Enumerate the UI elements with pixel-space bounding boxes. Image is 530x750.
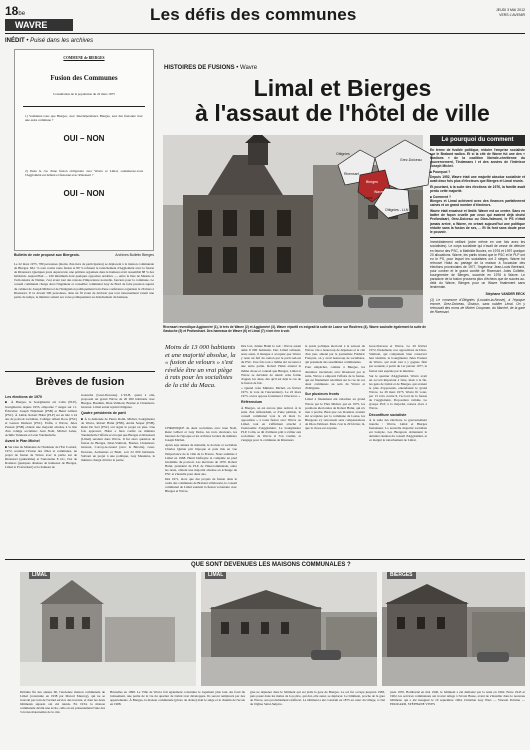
fusion-map (330, 130, 440, 225)
sidebar-heading-how-text: Comment ? (432, 194, 452, 199)
newspaper-name: VERS L'AVENIR (499, 12, 525, 17)
document-footer (14, 253, 154, 257)
map-label-grez-doiceau: Grez-Doiceau (400, 158, 422, 162)
limal-old-photo (20, 572, 196, 686)
map-label-limal: Limal (364, 196, 373, 200)
main-kicker (164, 65, 257, 71)
map-label-rixensart: Rixensart (344, 172, 359, 176)
answer-1: OUI – NON (63, 134, 105, 144)
breves-col-2-heading: Quatre présidents de parti (81, 411, 126, 416)
document-caption: Bulletin de vote proposé aux Biergeois. (14, 253, 80, 257)
headline-line-2: à l'assaut de l'hôtel de ville (195, 100, 490, 126)
date-text: JEUDI 3 MAI 2012 (496, 8, 525, 12)
body-col-c-paragraph: Limal à finalement été rattachée au grand Wavre par le Plan Michel, qui en 1975, les positions électorales de Robert Halut, qui n'a rien à perdre. Bien que ces Rosières avaient été acceptées par la commune de Lasne, les Biergeois s'y retrouvent sans compensations de Dion-Valmont. Mais c'est le 29 février, là, que la chose est acquise. (305, 397, 365, 431)
bottom-caption-4: juste 1935. Bombardé en mai 1940, le bâtiment a été démonté par la suite en 1962. Entre 1945 et 1962, les services communaux ont trouvé refuge à l'école Basse, avant de s'installer dans le nouveau bâtiment, qui a été inauguré le 19 septembre 1964, Christian Guy Wers — Vincent Poitrine — EDOUARD, STÉPHANE VIVES (390, 690, 525, 707)
breves-col-1-heading: Les élections de 1970 (5, 395, 42, 399)
breves-col-2 (81, 393, 155, 556)
page-number (5, 4, 25, 18)
headline-line-1: Limal et Bierges (253, 75, 432, 101)
sidebar-paragraph-1: En terme de fusible politique, réduire l'emprise socialiste sur le Brabant wallon. Et si la cité de Wavre fut une des « bastions » de la coalition libérale-chrétienne du gouvernement, Tindemans I et des années de l'Intérieur Joseph Michel. (430, 148, 525, 169)
sidebar-paragraph-5: Wavre était encaissé et limité. Wavre est un centre. Sans en battre de façon cruelle par ceux qui avaient déjà choisi Profondsart, Grez-Doiceau ou Dion-Valmont, le PS n'était jamais arrivé, a Wavre, en créant aujourd'hui une politique réduite sans la fusion de ses, ... Et ils font sans doute peur le pouvoir. (430, 209, 525, 234)
sidebar-paragraph-2: Depuis 1952, Wavre était une majorité absolue socialiste et avait deux fois plus d'électeurs que Bierges et Limal réunis. (430, 174, 525, 183)
photo-caption: Rixensart revendique Aggloméré (1), le trés de Wavre (2) et Aggloméré (3). Wavre répartit en exigeait la suite de Lasne sur Rosières (4). Wavre souhaite également la suite de Gastuche (5) et Profondsart. Des hameaux de Wavre (6) et Limal (7) n'ont rien à voir. (163, 325, 426, 333)
body-col-b-paragraph: « Quand cette Ministre Michel, en février 1975, le vote de l'Ascendancy. Le 22 mars 1975, on les oppose fortement à l'électorat. » (241, 385, 301, 399)
page-number-suffix: be (18, 11, 26, 17)
headline (160, 76, 525, 126)
body-col-d (369, 344, 427, 554)
breves-title: Brèves de fusion (35, 376, 125, 388)
document-title: Fusion des Communes (50, 74, 118, 82)
photo-tag-bierges: BIERGES (387, 572, 416, 579)
body-col-a (165, 426, 237, 554)
breves-col-1-paragraph: ■ À Bierges, le bourgmestre est Colin (PLP), bourgmestre depuis 1935, emportée 7 sièges sur 11. Échevins: Joseph Thijsbaert (PSB) et Henri Gilbert (PSC). À Limal, Robert Halut (PLP) est en tête à 24 ans de pouvoir socialiste. Collège: Albert Roos (PSC) et Gaston Dumont (PSC). Enfin, à Wavre, Jules Pasteur (PSB) obtient une majorité absolue à la tête d'un collège socialiste: Jean Noël, Michel Leleu, Achille Vanneste et Léon Vandenbolle. (5, 400, 77, 438)
limal-old-illustration (20, 572, 196, 686)
main-kicker-bold: HISTOIRES DE FUSIONS (164, 65, 235, 71)
bottom-caption-1: Détruite fin des années 60, l'ancienne maison communale de Limal (construite en 1938 par Marcel Mauroy), qui ne se trouvait pas loin de l'actuel service des travaux, et dont les deux bâtiments séparés ont été réunis. En 1934, la maison communale devint une école, celle où est présentement l'une des 3 écoles maternelles de la cité. (20, 690, 105, 715)
photo-tag-limal-2: LIMAL (205, 572, 226, 579)
body-col-d-paragraph: Sur le quartier d'Aggloméré, Wavre avait un accord important à faire, mais à la fin, les gens de Limal et de Bierges, qui avaient le plus d'opposants, entendaient le grand Wavre. Le 29 mars 1975, Wavre fit voter, par 13 voix contre 9, l'accord de la fusion de l'Aggloméré, Proposition validée. Le groupe PLP, à la majorité, restera alors à Wavre. (369, 373, 427, 411)
page-number-value: 18 (5, 4, 19, 18)
body-col-d-heading: Déconfiture socialiste (369, 412, 407, 417)
bottom-banner (5, 559, 525, 569)
breves-col-2-paragraph: Gastuche (Grez-Doiceau). L'ULB, quant à elle, proposait un grand Wavre de 20 000 habitants avec Bierges, Basilum, Dion-Valmont, Bonlez et Chaumont-Gistoux. Limal aurait rejoint Ottignies. (81, 393, 155, 410)
archive-document (14, 49, 154, 251)
body-col-b-heading: Référendum (241, 400, 262, 405)
breves-col-1-paragraph: ■ Sur idée du Ministère de l'Intérieur de l'Est Costard, 1972, soutient l'Union des villes et communes, un projet de fusion de Wavre avec la partie sur de Rixensart (quinzième) et l'autonome 8 411, l'est de Rosières (quelques dizaines de hameaux de Bierges, Limal et Profondsart) et le hameau de (5, 444, 77, 470)
limal-new-photo (201, 572, 377, 686)
archive-kicker-rest: • Puisé dans les archives (26, 38, 94, 44)
breves-col-2-paragraph: ■ À la demande de Pierre Rolin, Michel, bourgmestre de Wavre, Robert Halut (PSB), André Sesper (PSB), René De Sert (PSC) ont signé le projet en plus. Une fois approuvé, Halut a bien confié au ministre Vandenbolle l'affaire et évoqué que Bierges et Rixensart (Limal) seraient dans Wavre. Il fut alors question de fusion de Bierges, Dion-Valmont, Bonlez, Chaumont-Gistoux, Corroy-le-Grand (avec le Bérotte), Grez-Doiceau, Archennes et Basil, soit 22 000 habitants. Suivant un projet à une politique, Guy Mesnière, le ministre chargé d'écrire la partie. (81, 416, 155, 462)
sidebar-paragraph-4: Bierges et Limal achèvent avec des finances parfaitement saines et un grand nombre d'électeurs. (430, 199, 525, 208)
sidebar-heading-how: ■ Comment ? (430, 194, 452, 199)
body-col-b-paragraph: Dès lors, Janine Halut le sait : Wavre aurait aimé 8 000 habitants. Des Limal refusent, nous aussi, il manque à acceptée que Wavre y reste un fief du canton par le parti sud-est du PSC. Une fois tout a même été reconnu à une autre partie. Robert Halut entend la même chose et connaît que Bierges, Limal et Wavre se décident de réunir cette forme d'appel, les deux, dès qu'il est déjà le cas de la fusion de fait. (241, 344, 301, 385)
date-line (470, 8, 525, 17)
archive-kicker (5, 38, 93, 44)
question-1: 1) Souhaitez-vous que Bierges, avec Interdépendance Bierges, sera dès fusionné avec une autre commune ? (25, 114, 143, 123)
body-col-b (241, 344, 301, 554)
sidebar-author: Stéphane VANDER EECK (485, 291, 525, 296)
map-label-ottignies: Ottignies (336, 152, 350, 156)
sidebar-rule (430, 237, 525, 238)
document-rule (23, 106, 145, 107)
body-col-d-paragraph: À la suite des élections, le gouvernement tranche : Wavre, Limal et Bierges fusionnent. La nouvelle majorité socialiste est balayée. Les Biergeois obtiennent la dernière réunion du conseil d'Aggloméré, et ce malgré le rattachement de Limal. (369, 417, 427, 443)
question-2: 2) Dans le cas d'une fusion obligatoire avec Wavre et Limal, souhaiterez-vous l'Aggloméré est débuté et fusionné avec Rixensart ? (25, 169, 143, 178)
body-col-c-heading: Sur plusieurs fronts (305, 392, 340, 397)
bierges-photo (382, 572, 525, 686)
main-kicker-rest: • Wavre (236, 65, 258, 71)
map-label-wavre: Wavre (374, 190, 384, 194)
archive-text: Le 22 mars 1975, 780 personnes (moins d'un tiers de participation) se déplacent à la maison communale de Bierges. 66,1 % sont contre toute fusion et 80 % refusent le rattachement d'Aggloméré avec la fusion de Rixensart. Quelques jours auparavant, une pétition organisée dans le hameau avait rassemblé 88 % des habitants. Aujourd'hui — 220 minimum dont quelques opposites notables —, entre la liste de Mesnie et l'actionnaire de Namur, c'est avant tout des raisons d'importance nouvelle, fonciers pour la commune. Le conseil communal charge alors l'ingénieur et conseiller communal Guy de Bord de faire pression auprès du cabinet de Joseph Michel et de l'Intégration politiquement loin d'une conférence organisée le 26 mars à Rixensart. Il va devant 500 personnes, dans un fil avant de déclarer que tout raisonnement venait une partie de temps, le ministre retient ses votes politiquement au détachement du hameau. (14, 262, 154, 299)
body-col-b-paragraph: À Bierges, on est encore plus radical. À la suite d'un référendum, et d'une pétition, le conseil communal vote le 24 mars l'« opposition » à toute fusion avec Wavre ou Limal, tout en s'affirmant attaché à l'autonomie d'Aggloméré. Le bourgmestre PLP, Colin, se dit d'ailleurs prêt à s'allier aux socialistes de Wavre si l'on voulait, et s'engage pour la commune de Rixensart. (241, 405, 301, 443)
archive-kicker-bold: INÉDIT (5, 38, 25, 44)
bottom-caption-3: gise ne déjeuner dans le bâtiment qui est jadis la gare de Bierges. Le sol fut occupé jusqu'en 1983, puis passé dans les mains de la police, qui dut, elle aussi, se déplacer. Le bâtiment, proche de la gare de Wavre, sera probablement réaffecté. Le bâtiment a été construit en 1875 au cœur du village, à côté de l'église Saint-Sulpice. (250, 690, 385, 707)
photo-tag-limal-1: LIMAL (29, 572, 50, 579)
bottom-banner-title: QUE SONT DEVENUES LES MAISONS COMMUNALES ? (187, 561, 355, 569)
map-label-ottignies-lln: Ottignies - LLN (385, 208, 409, 212)
body-col-a-paragraph: Après sept années de maturité, le docteur et socialiste Charles Quinte prit l'époque et puis mis en vue l'importance de la ville de la France. Nous sommes à Limal en 1968. Henri Defreyne le complète au pied lui-même du pouvoir. Les élections de 1970. Robert Halut, président de PLP, de l'Intercommunale, entre les deux, obtient une majorité absolue en échange du PSC et s'installe pour deux ans. (165, 443, 237, 477)
bottom-caption-2: Bruxelles en 1998. La Ville de Wavre fait également construire le logement plus loin. Au fond du lotissement, une partie de la vie du quartier de Limal s'est développée. Ils seront remplacés par des appartements. À Bierges, la maison communale (photo de droite) était le siège et le chemin de l'école en 1968. (110, 690, 245, 707)
breves-col-1-heading: Avant le Plan Michel (5, 439, 40, 444)
sidebar-note: (1) Le commune d'Ottignies (Louvain-la-Neuve), à l'époque encore, Grez-Doiceau, Gistoux, sans oublier Limal. On y retrouvait des noms de Michel Coopman, du Marché, de la gare de Rixensart. (430, 297, 525, 314)
sidebar-paragraph-3: Et pourtant, à la suite des élections de 1976, la famille avait perdu cette majorité. (430, 184, 525, 193)
bierges-illustration (382, 572, 525, 686)
map-label-bierges: Bierges (366, 180, 378, 184)
pull-quote: Moins de 13 000 habitants et une majorité absolue, la « fusion de velours » s'est révélée être un vrai piège à rats pour les socialistes de la cité du Maca. (165, 344, 236, 389)
body-col-a-paragraph: Dès 1971, alors que des projets de fusion dans le cadre des communes de Brabant s'élaborent, le conseil communal de Limal soutient la fusion volontaire avec Bierges et Wavre. (165, 477, 237, 494)
sidebar-heading-why-text: Pourquoi ? (432, 170, 451, 175)
body-col-a-paragraph: CHRONIQUE de deux socialistes avec Jean Noël, René Gilbert et Guy Delos, les trois électeurs, les bureaux de l'époque et les archives locales du ministre Joseph Michel. (165, 426, 237, 443)
limal-new-illustration (201, 572, 377, 686)
breves-col-1 (5, 393, 77, 556)
sidebar (430, 135, 525, 552)
page-title: Les défis des communes (150, 5, 357, 24)
body-col-c (305, 344, 365, 554)
sidebar-aside: Immédiatement veillant (voire même en une fois avec les socialistes). Le corps socialiste qui n'avait de cesse de détruire en faveur des PSC, à Mathilde Boulez, en 1976 et 1997 quelque 20 allocations. Wavre, les partis réussi que le PSC et le PLP ont eu le PS, pour lequel les socialistes ont 2 sièges. Wavre fut retrouvé Halut au partage de la maison à l'occasion des élections provinciales de 1977, l'ingénieur Jean-Louis Bertrand, pour contrer et le grand comité de Rixensart. Jules Collette, bourgmestre de Bierges, succède en 1976 à Wavre. Le paradoxe de la fusion prouvera plus d'échecs que de succès au-delà du Wavre, Bierges pour un Wavre finalement sans lendemain. (430, 240, 525, 290)
answer-2: OUI – NON (63, 189, 105, 199)
archive-rule (5, 371, 155, 372)
header-rule (5, 33, 525, 34)
sidebar-heading-why: ■ Pourquoi ? (430, 170, 451, 175)
document-subtitle: Consultation de la population du 22 mars 1975 (53, 92, 115, 96)
document-credit: Archives Bulletin Bierges (115, 253, 154, 257)
body-col-c-paragraph: Pour empêcher, comme à Bierges, les dernières tractations avec Rixensart par la suite, Wavre a emporté l'affaire de la fusion, qui est finalement retombée sur le cas de ces deux communes au sein du Wavre et d'Ottignies. (305, 365, 365, 390)
section-label: WAVRE (5, 19, 73, 31)
body-col-c-paragraph: le poids politique électoral à le sud-est du Wavre. On a beaucoup de dépenses et la cité d'un jour, amené par la journaliste Frédéric Français, on y avait beaucoup de socialistes, qui prenaient des assemblées communales. (305, 344, 365, 365)
sidebar-title: Le pourquoi du comment (430, 135, 525, 146)
document-commune: COMMUNE de BIERGES (63, 56, 105, 60)
body-col-d-paragraph: Grez-Doiceau et Wavre. Le 29 février 1972, finalement, nos oppositions de Dion-Valmont, qui comptaient bien conserver leur identité, le bourgmestre Jules Pasteur de Wavre, qui avait tout à y gagner, finit par soutenir, à partir du 1er janvier 1977, la fusion tant espérée par le ministre. (369, 344, 427, 373)
